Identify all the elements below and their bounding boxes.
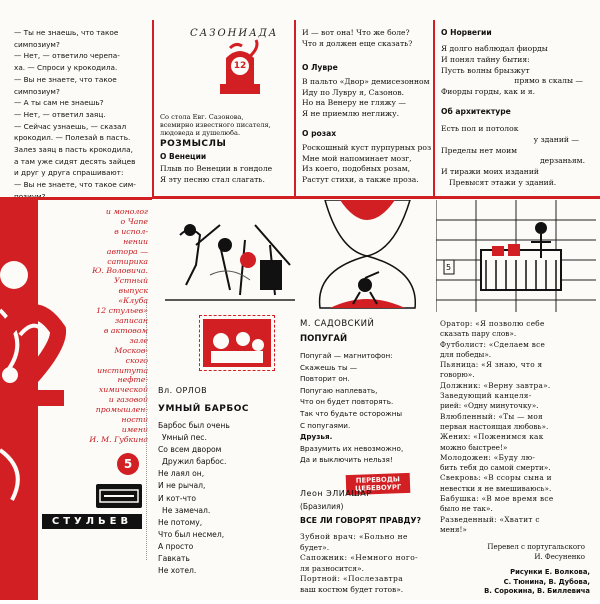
red-text-line: зале xyxy=(129,335,148,345)
red-text-line: автора — xyxy=(106,246,148,256)
club-logo-icon xyxy=(96,484,142,508)
poem-line: Плыв по Венеции в гондоле xyxy=(160,164,273,173)
poem-line: Что был несмел, xyxy=(158,529,225,539)
caption-line: людоведа и душелюба. xyxy=(160,129,241,137)
quote-line: невестки я не вмешиваюсь». xyxy=(440,483,552,493)
red-photo xyxy=(200,316,274,370)
red-text-line: Устный xyxy=(114,276,148,286)
quote-line: рией: «Одну минуточку». xyxy=(440,401,539,411)
poem-line: Попугаю наплевать, xyxy=(300,385,378,395)
quote-line: первая настоящая любовь». xyxy=(440,421,549,431)
dialog-line: — Нет, — ответил заяц. xyxy=(14,109,106,119)
quote-line: для победы». xyxy=(440,349,492,359)
illustrators-credit xyxy=(425,568,590,597)
dialog-line: ха. — Спроси у крокодила. xyxy=(14,63,118,73)
poem-line: Не хотел. xyxy=(158,566,197,576)
sazonov-caption xyxy=(160,113,290,137)
venice-poem xyxy=(160,164,272,185)
red-text-line: о Чапе xyxy=(120,216,148,226)
poem-line: Так что будьте осторожны xyxy=(300,408,403,418)
poem-line: С попугаями. xyxy=(300,420,351,430)
red-rule-vertical xyxy=(152,20,154,198)
red-text-line: ности xyxy=(121,415,148,425)
svg-text:5: 5 xyxy=(446,263,452,272)
poem-line: Из коего, подобных розам, xyxy=(302,164,411,174)
translations-stamp: ПЕРЕВОДЫ ЦЕБЕВОУРГ xyxy=(346,473,411,495)
dialog-line: — А ты сам не знаешь? xyxy=(14,98,104,108)
quote-line: Пьяница: «Я знаю, что я xyxy=(440,360,543,370)
quote-line: Портной: «Послезавтра xyxy=(300,574,404,584)
poem-line: Со всем двором xyxy=(158,445,222,455)
norway-heading: О Норвегии xyxy=(441,28,492,37)
norway-poem xyxy=(441,44,591,98)
poem-line: Пусть волны брызжут xyxy=(441,65,530,75)
poem-line: Гавкать xyxy=(158,554,190,564)
dialog-column xyxy=(14,27,142,203)
quote-line: Жених: «Поженимся как xyxy=(440,432,544,442)
orlov-poem xyxy=(158,420,230,577)
red-text-line: промышлен- xyxy=(95,405,148,415)
red-text-line: «Клуба xyxy=(118,296,148,306)
emblem-number: 12 xyxy=(233,61,247,71)
red-text-line: института xyxy=(97,365,148,375)
quote-line: Заведующий канцеля- xyxy=(440,391,532,401)
poem-line: Но на Венеру не гляжу — xyxy=(302,98,407,108)
poem-line: И понял тайну бытия: xyxy=(441,54,530,64)
hunters-illustration xyxy=(160,205,300,313)
caption-line: всемирно известного писателя, xyxy=(160,121,271,129)
quote-line: Разведенный: «Хватит с xyxy=(440,514,540,524)
club-logo-text: СТУЛЬЕВ xyxy=(42,514,142,529)
credit-line: Перевел с португальского xyxy=(487,543,585,551)
poem-line: Попугай — магнитофон: xyxy=(300,351,393,360)
quote-line: Оратор: «Я позволю себе xyxy=(440,319,545,328)
quote-line: Бабушка: «В мое время все xyxy=(440,494,554,504)
dialog-line: — Сейчас узнаешь, — сказал xyxy=(14,121,127,131)
orlov-author: Вл. ОРЛОВ xyxy=(158,386,208,395)
poem-line: В пальто «Двор» демисезонном xyxy=(302,77,430,86)
eliashar-text xyxy=(300,532,430,596)
poem-line: Друзья. xyxy=(300,432,333,442)
quote-line: ля разносится». xyxy=(300,563,365,573)
hourglass-illustration xyxy=(305,200,430,312)
eliashar-country: (Бразилия) xyxy=(300,502,344,511)
poem-line: Я не приемлю неглижу. xyxy=(302,109,400,119)
red-text-line: и монолог xyxy=(105,207,148,216)
poem-line: И — вот она! Что же боле? xyxy=(302,28,410,37)
poem-line: Дружил барбос. xyxy=(162,457,227,467)
quote-line: Должник: «Верну завтра». xyxy=(440,380,551,390)
credit-line: И. Фесуненко xyxy=(534,552,585,561)
louvre-poem xyxy=(302,77,430,120)
eliashar-title: ВСЕ ЛИ ГОВОРЯТ ПРАВДУ? xyxy=(300,516,422,525)
quote-line: меня!» xyxy=(440,524,467,534)
dialog-line: крокодил. — Полезай в пасть. xyxy=(14,133,131,143)
credit-line: Рисунки Е. Волкова, xyxy=(510,568,590,576)
poem-line: Есть пол и потолок xyxy=(441,124,519,133)
poem-line: Роскошный куст пурпурных роз xyxy=(302,143,432,152)
rozmysly-heading: РОЗМЫСЛЫ xyxy=(160,139,227,149)
issue-badge: 5 xyxy=(117,453,139,475)
poem-line: Не замечал. xyxy=(162,505,211,515)
red-rule-horizontal xyxy=(152,196,600,199)
red-text-line: нефте- xyxy=(117,375,148,385)
poem-line: Растут стихи, а также проза. xyxy=(302,175,419,185)
poem-line: Барбос был очень xyxy=(158,421,230,430)
red-text-line: И. М. Губкина xyxy=(89,434,148,444)
sadovsky-poem xyxy=(300,350,403,466)
red-text-line: сатирика xyxy=(107,256,148,266)
dialog-line: и друг у друга спрашивают: xyxy=(14,168,124,178)
red-text-line: ского xyxy=(125,355,148,365)
dialog-line: — Ты не знаешь, что такое xyxy=(14,28,119,37)
poem-line: прямо в скалы — xyxy=(514,76,583,86)
venice-heading: О Венеции xyxy=(160,152,207,161)
roses-heading: О розах xyxy=(302,129,337,138)
binding-edge xyxy=(146,300,151,560)
architecture-heading: Об архитектуре xyxy=(441,107,511,116)
dialog-line: а там уже сидят десять зайцев xyxy=(14,156,136,166)
red-text-line: имени xyxy=(121,424,148,434)
dialog-line: Залез заяц в пасть крокодила, xyxy=(14,145,133,155)
red-text-line: в испол- xyxy=(114,226,148,236)
dialog-line: — Вы не знаете, что такое сим- xyxy=(14,180,136,190)
poem-line: Иду по Лувру я, Сазонов. xyxy=(302,87,405,97)
poem-line: И тиражи моих изданий xyxy=(441,167,539,177)
red-rule-vertical xyxy=(294,20,296,198)
red-text-line: записан xyxy=(114,315,148,325)
red-text-line: нении xyxy=(123,236,148,246)
quote-line: бить тебя до самой смерти». xyxy=(440,463,551,473)
red-text-line: и газовой xyxy=(108,395,148,405)
poem-line: Не потому, xyxy=(158,517,203,527)
sayings-column xyxy=(440,319,595,535)
quote-line: говорю». xyxy=(440,370,475,380)
poem-line: И не рычал, xyxy=(158,481,206,491)
red-text-line: Москов- xyxy=(114,345,148,355)
eliashar-author: Леон ЭЛИАШАР xyxy=(300,489,372,498)
orlov-title: УМНЫЙ БАРБОС xyxy=(158,404,249,414)
quote-line: Зубной врач: «Больно не xyxy=(300,532,408,541)
caption-line: Со стола Евг. Сазонова, xyxy=(160,113,244,121)
poem-line: Что он будет повторять. xyxy=(300,397,394,407)
poem-line: Да и выключить нельзя! xyxy=(300,455,393,465)
red-text-line: в актовом xyxy=(103,325,148,335)
translator-credit xyxy=(440,543,585,562)
poem-line: Повторит он. xyxy=(300,374,350,384)
quote-line: Футболист: «Сделаем все xyxy=(440,339,546,349)
quote-line: Сапожник: «Немного ного- xyxy=(300,553,419,563)
quote-line: Влюбленный: «Ты — моя xyxy=(440,411,543,421)
quote-line: Молодожен: «Буду лю- xyxy=(440,452,536,462)
quote-line: сказать пару слов». xyxy=(440,329,517,339)
dialog-line: — Нет, — ответило черепа- xyxy=(14,51,120,61)
poem-line: Что я должен еще сказать? xyxy=(302,38,413,48)
red-text-line: химической xyxy=(98,385,148,395)
credit-line: В. Сорокина, В. Биллевича xyxy=(484,587,590,595)
poem-line: Умный пес. xyxy=(162,433,207,443)
quote-line: было не так». xyxy=(440,504,493,514)
roses-poem xyxy=(302,143,431,186)
poem-line: Скажешь ты — xyxy=(300,362,358,372)
quote-line: ваш костюм будет готов». xyxy=(300,584,404,594)
red-rule-vertical xyxy=(433,20,435,198)
sazoniada-title: САЗОНИАДА xyxy=(190,28,279,39)
poem-line: Фиорды горды, как и я. xyxy=(441,87,536,97)
quote-line: будет». xyxy=(300,542,330,552)
club-recording-text xyxy=(40,207,148,445)
red-text-line: Ю. Воловича. xyxy=(92,266,148,276)
sadovsky-author: М. САДОВСКИЙ xyxy=(300,319,375,329)
poem-line: Пределы нет моим xyxy=(441,145,518,155)
poem-line: у зданий — xyxy=(533,134,579,144)
poem-line: А просто xyxy=(158,541,194,551)
poem-line: Вразумить их невозможно, xyxy=(300,443,404,453)
architecture-poem xyxy=(441,124,589,189)
red-text-line: 12 стульев» xyxy=(96,306,148,316)
poem-line: И кот-что xyxy=(158,493,197,503)
sadovsky-title: ПОПУГАЙ xyxy=(300,334,348,344)
sazonov-emblem xyxy=(212,38,268,98)
credit-line: С. Тюнина, В. Дубова, xyxy=(503,577,590,586)
poem-line: Не лаял он, xyxy=(158,469,205,479)
poem-line: дерзаньям. xyxy=(539,156,585,166)
balcony-illustration xyxy=(436,200,596,312)
dialog-line: симпозиум? xyxy=(14,86,60,96)
red-text-line: выпуск xyxy=(118,286,148,296)
dialog-line: — Вы не знаете, что такое xyxy=(14,74,117,84)
poem-line: Я долго наблюдал фиорды xyxy=(441,44,548,53)
col3-top xyxy=(302,28,412,49)
louvre-heading: О Лувре xyxy=(302,63,338,72)
quote-line: Свекровь: «В ссоры сына и xyxy=(440,473,552,483)
poem-line: Мне мой напоминает мозг, xyxy=(302,153,412,163)
poem-line: Превысят этажи у зданий. xyxy=(449,177,557,187)
quote-line: можно быстрее!» xyxy=(440,442,508,452)
poem-line: Я эту песню стал слагать. xyxy=(160,174,265,184)
dialog-line: симпозиум? xyxy=(14,39,60,49)
